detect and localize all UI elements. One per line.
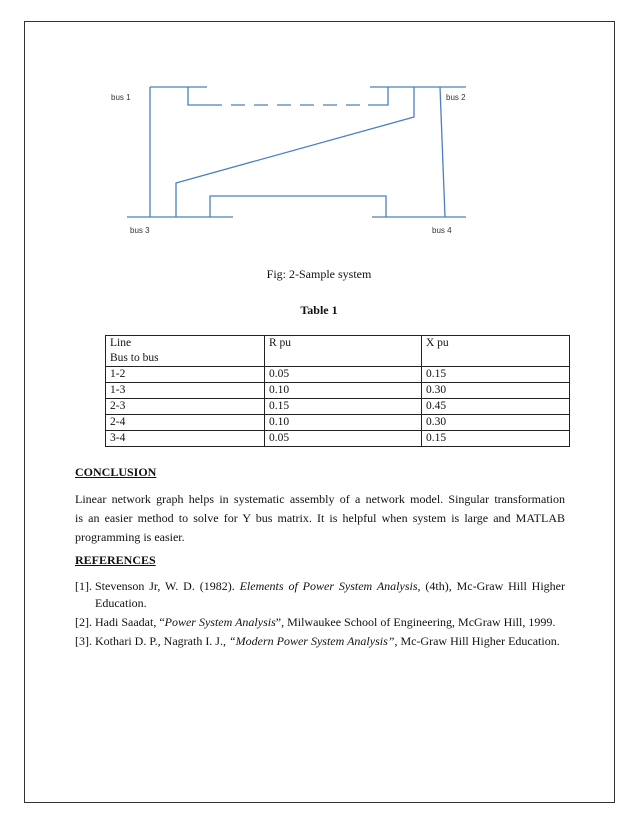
cell-r: 0.05 (265, 431, 422, 447)
header-r-pu: R pu (265, 336, 422, 367)
header-line: Line (110, 337, 132, 349)
reference-item (75, 578, 565, 612)
header-x-pu: X pu (422, 336, 570, 367)
conclusion-line: Linear network graph helps in systematic assembly of a network model. Singular transformation (75, 492, 565, 506)
bus-1-label: bus 1 (111, 93, 131, 102)
reference-pre: Kothari D. P., Nagrath I. J., (95, 634, 229, 648)
table-row (106, 383, 570, 399)
references-heading: REFERENCES (75, 553, 156, 567)
cell-r: 0.10 (265, 383, 422, 399)
line-2-4 (440, 87, 445, 217)
reference-pre: Stevenson Jr, W. D. (1982). (95, 579, 240, 593)
cell-r: 0.05 (265, 367, 422, 383)
cell-x: 0.15 (422, 367, 570, 383)
conclusion-line: is an easier method to solve for Y bus matrix. It is helpful when system is large and MATLAB (75, 511, 565, 525)
line-2-3 (176, 87, 414, 217)
reference-post: ”, Milwaukee School of Engineering, McGraw Hill, 1999. (275, 615, 556, 629)
figure-caption: Fig: 2-Sample system (266, 267, 372, 281)
reference-item (75, 614, 565, 631)
bus-4-label: bus 4 (432, 226, 452, 235)
reference-number: [2]. (75, 615, 92, 629)
line-1-2-ends (188, 87, 208, 105)
cell-line: 2-4 (106, 415, 265, 431)
cell-line: 3-4 (106, 431, 265, 447)
references-list (75, 578, 565, 652)
cell-r: 0.15 (265, 399, 422, 415)
table-row (106, 415, 570, 431)
reference-number: [3]. (75, 634, 92, 648)
conclusion-heading: CONCLUSION (75, 465, 157, 479)
line-3-4 (210, 196, 386, 217)
cell-x: 0.30 (422, 415, 570, 431)
table-row (106, 431, 570, 447)
reference-title: Elements of Power System Analysis (239, 579, 418, 593)
conclusion-line: programming is easier. (75, 530, 185, 544)
cell-x: 0.30 (422, 383, 570, 399)
bus-2-label: bus 2 (446, 93, 466, 102)
table-row (106, 399, 570, 415)
header-bus-to-bus: Bus to bus (110, 352, 159, 364)
reference-title: “Modern Power System Analysis” (228, 634, 395, 648)
bus-3-label: bus 3 (130, 226, 150, 235)
cell-r: 0.10 (265, 415, 422, 431)
reference-title: Power System Analysis (164, 615, 276, 629)
header-line-cell (106, 336, 265, 367)
reference-pre: Hadi Saadat, “ (95, 615, 165, 629)
table-title: Table 1 (300, 303, 338, 317)
cell-line: 1-3 (106, 383, 265, 399)
line-data-table (105, 335, 570, 447)
line-1-2-ends-right (368, 87, 388, 105)
cell-x: 0.45 (422, 399, 570, 415)
reference-number: [1]. (75, 579, 92, 593)
reference-item (75, 633, 565, 650)
cell-line: 1-2 (106, 367, 265, 383)
cell-x: 0.15 (422, 431, 570, 447)
cell-line: 2-3 (106, 399, 265, 415)
reference-post: , Mc-Graw Hill Higher Education. (394, 634, 560, 648)
table-header-row (106, 336, 570, 367)
conclusion-paragraph (75, 490, 565, 547)
table-row (106, 367, 570, 383)
sample-system-diagram (0, 0, 638, 260)
reference-post: , (4th), Mc-Graw Hill Higher Education. (95, 579, 565, 610)
